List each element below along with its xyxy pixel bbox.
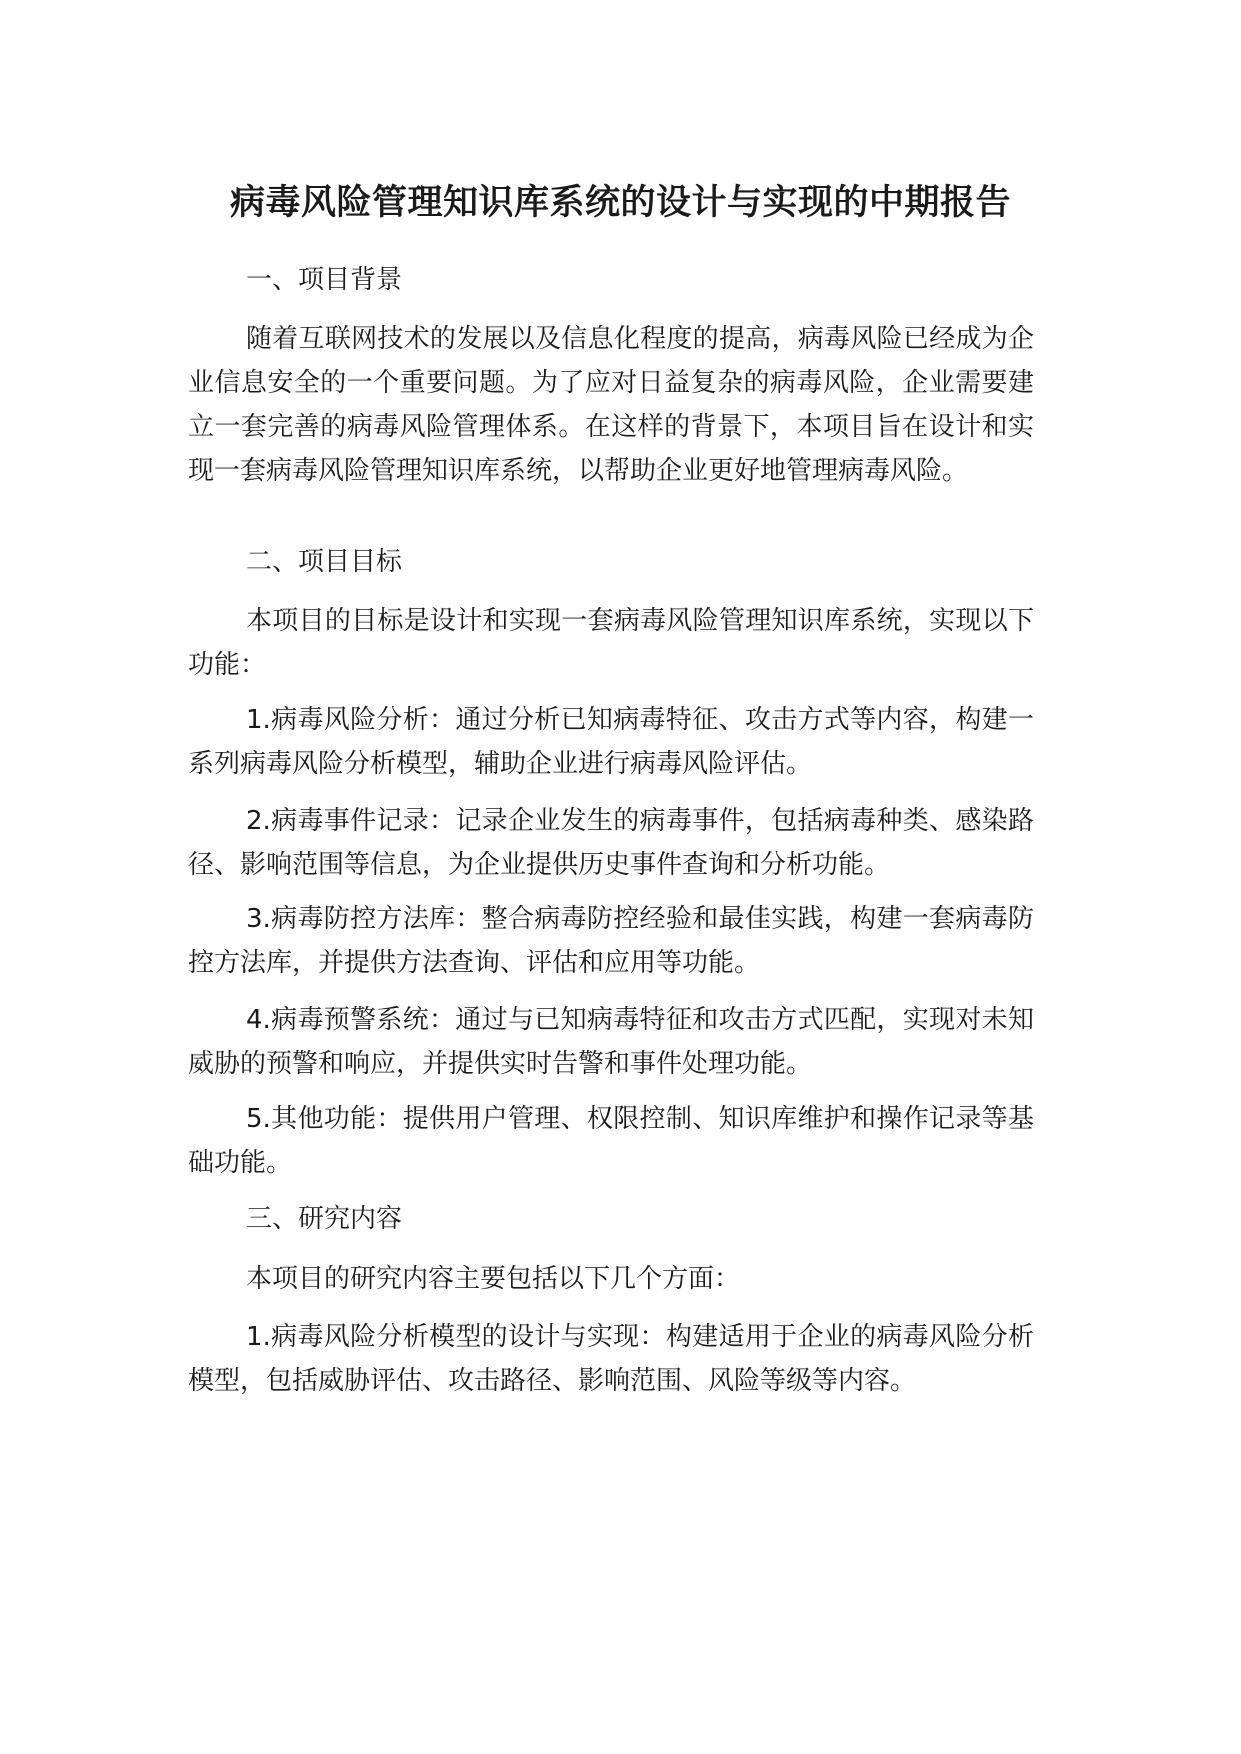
goal-item-4: 4.病毒预警系统：通过与已知病毒特征和攻击方式匹配，实现对未知威胁的预警和响应，并提供实时告警和事件处理功能。 bbox=[188, 1005, 1034, 1079]
goal-item-5: 5.其他功能：提供用户管理、权限控制、知识库维护和操作记录等基础功能。 bbox=[188, 1104, 1034, 1178]
goal-item-2: 2.病毒事件记录：记录企业发生的病毒事件，包括病毒种类、感染路径、影响范围等信息，为企业提供历史事件查询和分析功能。 bbox=[188, 806, 1034, 880]
paragraph-goals-intro: 本项目的目标是设计和实现一套病毒风险管理知识库系统，实现以下功能： bbox=[188, 606, 1034, 680]
goal-item-1: 1.病毒风险分析：通过分析已知病毒特征、攻击方式等内容，构建一系列病毒风险分析模型，辅助企业进行病毒风险评估。 bbox=[188, 705, 1034, 779]
goal-item-3: 3.病毒防控方法库：整合病毒防控经验和最佳实践，构建一套病毒防控方法库，并提供方法查询、评估和应用等功能。 bbox=[188, 904, 1034, 978]
section-heading-goals: 二、项目目标 bbox=[246, 547, 403, 577]
research-item-1: 1.病毒风险分析模型的设计与实现：构建适用于企业的病毒风险分析模型，包括威胁评估、攻击路径、影响范围、风险等级等内容。 bbox=[188, 1322, 1034, 1396]
section-heading-research: 三、研究内容 bbox=[246, 1204, 403, 1234]
document-title: 病毒风险管理知识库系统的设计与实现的中期报告 bbox=[229, 183, 1011, 223]
paragraph-background: 随着互联网技术的发展以及信息化程度的提高，病毒风险已经成为企业信息安全的一个重要问题。为了应对日益复杂的病毒风险，企业需要建立一套完善的病毒风险管理体系。在这样的背景下，本项目旨在设计和实现一套病毒风险管理知识库系统，以帮助企业更好地管理病毒风险。 bbox=[188, 324, 1034, 486]
paragraph-research-intro: 本项目的研究内容主要包括以下几个方面： bbox=[246, 1264, 741, 1294]
section-heading-background: 一、项目背景 bbox=[246, 265, 403, 295]
